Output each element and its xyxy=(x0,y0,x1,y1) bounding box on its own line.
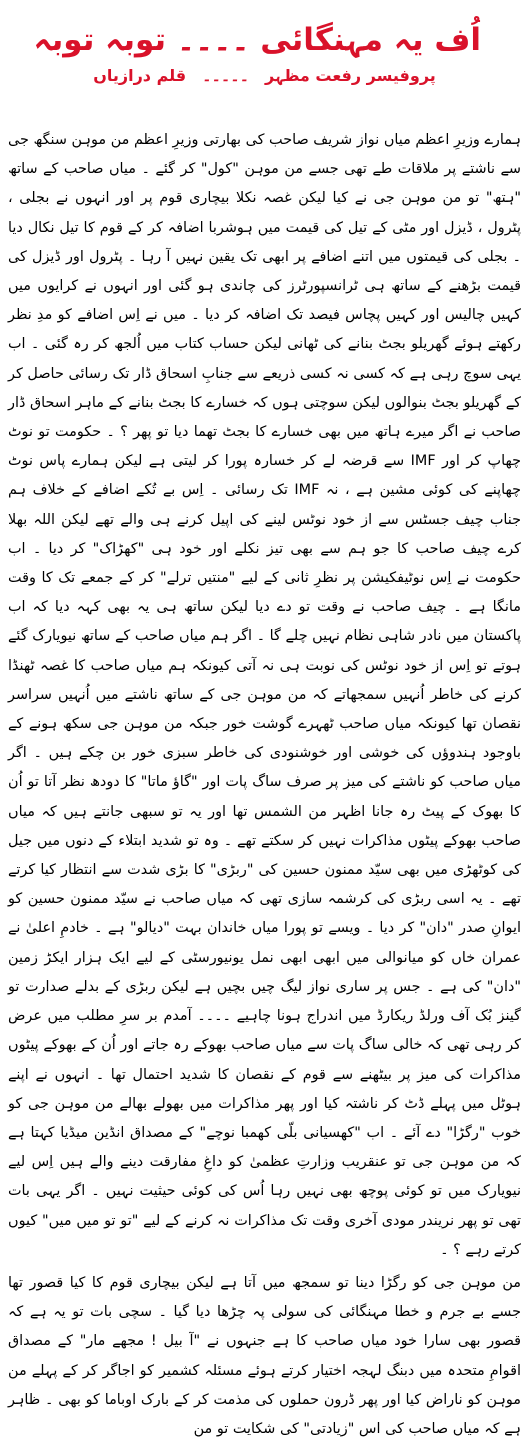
author-name: پروفیسر رفعت مظہر xyxy=(265,66,436,85)
column-name: قلم درازیاں xyxy=(93,66,187,85)
headline-row xyxy=(33,20,481,60)
paragraph-1: ہمارے وزیرِ اعظم میاں نواز شریف صاحب کی بھارتی وزیرِ اعظم من موہن سنگھ جی سے ناشتے پر ملاقات طے تھی جسے من موہن "کول" کر گئے ۔ میاں صاحب کے ساتھ "ہتھ" تو من موہن جی نے کیا لیکن غصہ نکلا بیچاری قوم پر اور انہوں نے بجلی ، پٹرول ، ڈیزل اور مٹی کے تیل کی قیمت میں ہوشربا اضافہ کر کے قوم کا تیل نکال دیا ۔ بجلی کی قیمتوں میں اتنے اضافے پر ابھی تک یقین نہیں آ رہا ۔ پٹرول اور ڈیزل کی قیمت بڑھنے کے ساتھ ہی ٹرانسپورٹرز کی چاندی ہو گئی اور انہوں نے کرایوں میں کہیں چالیس اور کہیں پچاس فیصد تک اضافہ کر دیا ۔ میں نے اِس اضافے کو مدِ نظر رکھتے ہوئے گھریلو بجٹ بنانے کی ٹھانی لیکن حساب کتاب میں اُلجھ کر رہ گئی ۔ اب یہی سوچ رہی ہے کہ کسی نہ کسی ذریعے سے جنابِ اسحاق ڈار تک رسائی حاصل کر کے گھریلو بجٹ بنوالوں لیکن سوچتی ہوں کہ خسارے کا بجٹ بنانے کے ماہر اسحاق ڈار صاحب نے اگر میرے ہاتھ میں بھی خسارے کا بجٹ تھما دیا تو پھر ؟ ۔ حکومت تو نوٹ چھاپ کر اور IMF سے قرضہ لے کر خسارہ پورا کر لیتی ہے لیکن ہمارے پاس نوٹ چھاپنے کی کوئی مشین ہے ، نہ IMF تک رسائی ۔ اِس بے تُکے اضافے کے خلاف ہم جناب چیف جسٹس سے از خود نوٹس لینے کی اپیل کرنے ہی والے تھے لیکن اللہ بھلا کرے چیف صاحب کا جو ہم سے بھی تیز نکلے اور خود ہی "کھڑاک" کر دیا ۔ اب حکومت نے اِس نوٹیفکیشن پر نظرِ ثانی کے لیے "منتیں ترلے" کر کے جمعے تک کا وقت مانگا ہے ۔ چیف صاحب نے وقت تو دے دیا لیکن ساتھ ہی یہ بھی کہہ دیا کہ اب پاکستان میں نادر شاہی نظام نہیں چلے گا ۔ اگر ہم میاں صاحب کے ساتھ نیویارک گئے ہوتے تو اِس از خود نوٹس کی نوبت ہی نہ آتی کیونکہ ہم میاں صاحب کا غصہ ٹھنڈا کرنے کی خاطر اُنہیں سمجھاتے کہ من موہن جی کے ساتھ ناشتے میں اُنہیں سراسر نقصان تھا کیونکہ میاں صاحب ٹھہرے گوشت خور جبکہ من موہن جی سکھ ہونے کے باوجود ہندوؤں کی خوشی اور خوشنودی کی خاطر سبزی خور بن چکے ہیں ۔ اگر میاں صاحب کو ناشتے کی میز پر صرف ساگ پات اور "گاؤ ماتا" کا دودھ نظر آتا تو اُن کا بھوک کے پیٹ رہ جانا اظہر من الشمس تھا اور یہ تو سبھی جانتے ہیں کہ میاں صاحب بھوکے پیٹوں مذاکرات نہیں کر سکتے تھے ۔ وہ تو شدید ابتلاء کے دنوں میں جیل کی کوٹھڑی میں بھی سیّد ممنون حسین کی "ربڑی" کا بڑی شدت سے انتظار کیا کرتے تھے ۔ یہ اسی ربڑی کی کرشمہ سازی تھی کہ میاں صاحب نے سیّد ممنون حسین کو ایوانِ صدر "دان" کر دیا ۔ ویسے تو پورا میاں خاندان بہت "دیالو" ہے ۔ خادمِ اعلیٰ نے عمران خاں کو میانوالی میں ابھی ابھی نمل یونیورسٹی کے لیے ایک ہزار ایکڑ زمین "دان" کی ہے ۔ جس پر ساری نواز لیگ چیں بچیں ہے لیکن ربڑی کے بدلے صدارت تو گینز بُک آف ورلڈ ریکارڈ میں اندراج ہونا چاہیے ۔۔۔۔ آمدم بر سرِ مطلب میں عرض کر رہی تھی کہ خالی ساگ پات سے میاں صاحب بھوکے رہ جاتے اور اُن کے بھوکے پیٹوں مذاکرات کی میز پر بیٹھنے سے قوم کے نقصان کا شدید احتمال تھا ۔ انہوں نے اپنے ہوٹل میں پہلے ڈٹ کر ناشتہ کیا اور پھر مذاکرات میں بھولے بھالے من موہن جی کو خوب "رگڑا" دے آئے ۔ اب "کھسیانی بلّی کھمبا نوچے" کے مصداق انڈین میڈیا کہتا ہے کہ من موہن جی تو عنقریب وزارتِ عظمیٰ کو داغِ مفارقت دینے والے ہیں اِس لیے نیویارک میں تو کوئی پوچھ بھی نہیں رہا اُس کی کوئی حیثیت نہیں ۔ اگر یہی بات تھی تو پھر نریندر مودی آخری وقت تک مذاکرات نہ کرنے کے لیے "تو تو میں میں" کیوں کرتے رہے ؟ ۔ xyxy=(8,132,522,1258)
byline xyxy=(86,64,443,88)
article-body xyxy=(8,126,521,1444)
byline-separator: ۔۔۔۔۔ xyxy=(202,66,250,85)
article-title: اُف یہ مہنگائی ۔۔۔۔ توبہ توبہ xyxy=(33,22,481,58)
paragraph-2: من موہن جی کو رگڑا دینا تو سمجھ میں آتا ہے لیکن بیچاری قوم کا کیا قصور تھا جسے بے جرم و خطا مہنگائی کی سولی پہ چڑھا دیا گیا ۔ سچی بات تو یہ ہے کہ قصور بھی سارا خود میاں صاحب کا ہے جنہوں نے "آ بیل ! مجھے مار" کے مصداق اقوامِ متحدہ میں دبنگ لہجہ اختیار کرتے ہوئے مسئلہ کشمیر کو اجاگر کر کے پہلے من موہن کو ناراض کیا اور پھر ڈرون حملوں کی مذمت کر کے بارک اوباما کو بھی ۔ ظاہر ہے کہ میاں صاحب کی اس "زیادتی" کی شکایت تو من xyxy=(8,1274,521,1437)
